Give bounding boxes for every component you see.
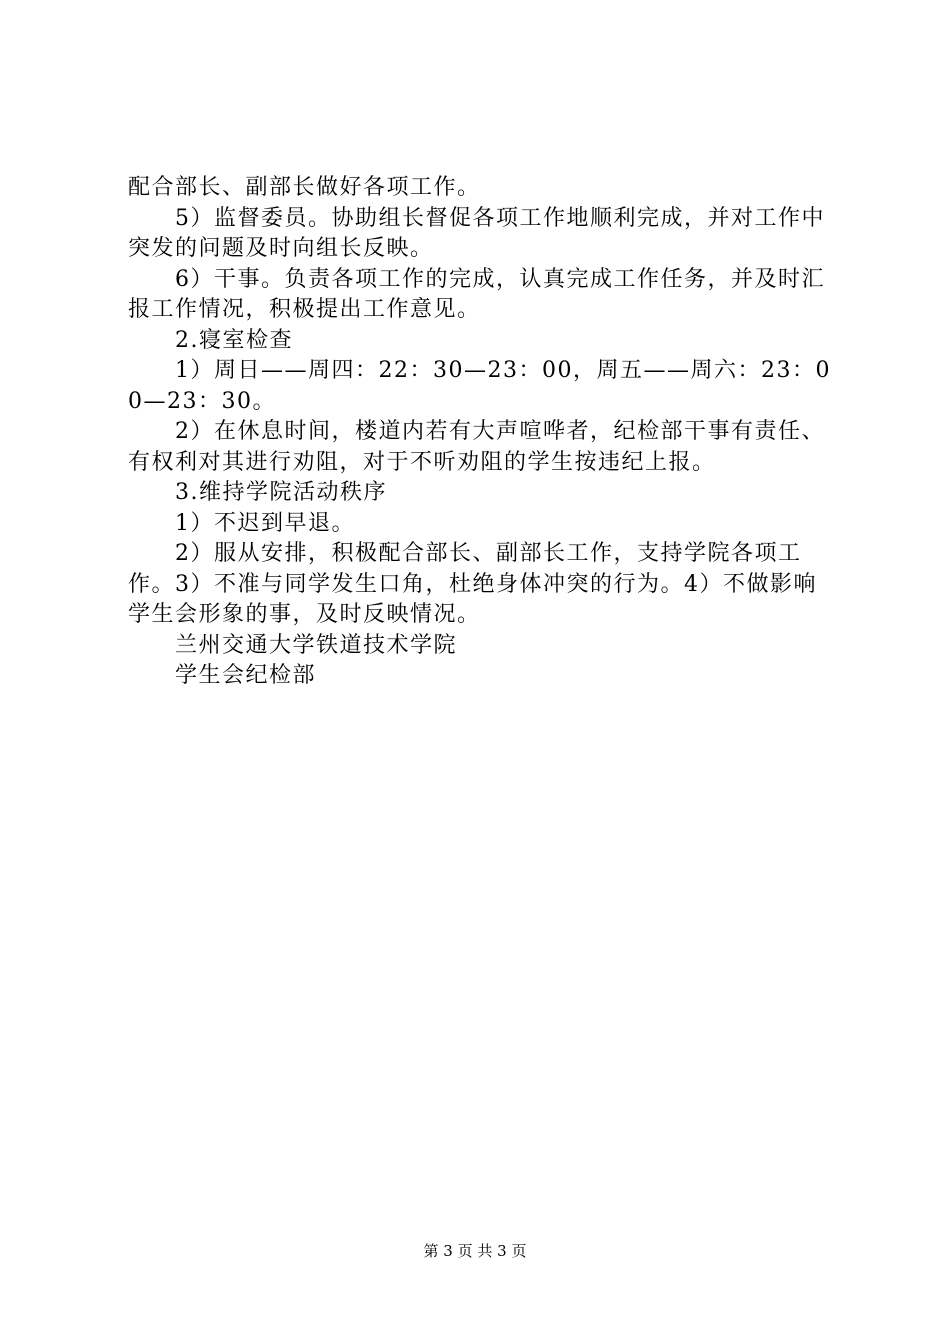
page-footer: 第 3 页 共 3 页 [423, 1242, 527, 1260]
document-body [128, 173, 834, 692]
section-heading-activity-order: 3.维持学院活动秩序 [175, 480, 387, 505]
section-heading-dorm-inspection: 2.寝室检查 [175, 327, 293, 353]
paragraph-conduct-rules: 2）服从安排，积极配合部长、副部长工作，支持学院各项工作。3）不准与同学发生口角，杜绝身体冲突的行为。4）不做影响学生会形象的事，及时反映情况。 [128, 541, 817, 627]
paragraph-noise-rule: 2）在休息时间，楼道内若有大声喧哗者，纪检部干事有责任、有权利对其进行劝阻，对于不听劝阻的学生按违纪上报。 [128, 419, 825, 475]
signature-department: 学生会纪检部 [175, 663, 317, 688]
paragraph-punctuality: 1）不迟到早退。 [175, 510, 355, 536]
paragraph-supervisor-role: 5）监督委员。协助组长督促各项工作地顺利完成，并对工作中突发的问题及时向组长反映。 [128, 205, 825, 261]
paragraph-continuation: 配合部长、副部长做好各项工作。 [128, 175, 481, 200]
paragraph-dorm-hours: 1）周日——周四：22：30—23：00，周五——周六：23：00—23：30。 [128, 358, 831, 414]
paragraph-staff-role: 6）干事。负责各项工作的完成，认真完成工作任务，并及时汇报工作情况，积极提出工作意见。 [128, 266, 825, 322]
signature-organization: 兰州交通大学铁道技术学院 [175, 632, 458, 658]
